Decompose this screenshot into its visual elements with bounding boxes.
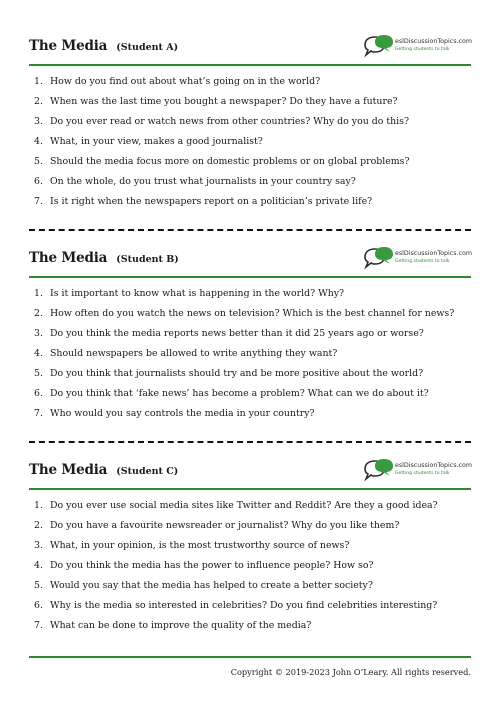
question-item <box>29 616 471 636</box>
question-item <box>29 284 471 304</box>
site-name: eslDiscussionTopics.com <box>395 250 472 257</box>
question-text: Do you have a favourite newsreader or journalist? Why do you like them? <box>50 520 400 531</box>
question-text: Should the media focus more on domestic problems or on global problems? <box>50 156 410 167</box>
question-text: Is it important to know what is happening in the world? Why? <box>50 288 345 299</box>
student-label: (Student B) <box>116 254 179 265</box>
question-text: Why is the media so interested in celebrities? Do you find celebrities interesting? <box>50 600 438 611</box>
section-student-a <box>29 32 471 212</box>
section-header <box>29 456 471 488</box>
question-item <box>29 404 471 424</box>
question-number: 3. <box>34 116 43 127</box>
question-text: What, in your opinion, is the most trustworthy source of news? <box>50 540 350 551</box>
question-item <box>29 384 471 404</box>
question-number: 1. <box>34 288 43 299</box>
question-text: Do you ever read or watch news from other countries? Why do you do this? <box>50 116 410 127</box>
question-list <box>29 496 471 636</box>
question-item <box>29 112 471 132</box>
question-item <box>29 596 471 616</box>
question-item <box>29 496 471 516</box>
question-text: When was the last time you bought a newspaper? Do they have a future? <box>50 96 398 107</box>
question-text: Is it right when the newspapers report on a politician’s private life? <box>50 196 373 207</box>
speech-bubbles-icon <box>363 458 395 482</box>
question-number: 6. <box>34 176 43 187</box>
footer-divider <box>29 656 471 658</box>
question-item <box>29 152 471 172</box>
site-logo <box>363 32 471 60</box>
question-number: 4. <box>34 348 43 359</box>
question-number: 2. <box>34 520 43 531</box>
question-item <box>29 304 471 324</box>
question-number: 1. <box>34 76 43 87</box>
site-logo <box>363 244 471 272</box>
question-text: Who would you say controls the media in your country? <box>50 408 315 419</box>
question-text: Do you think the media reports news better than it did 25 years ago or worse? <box>50 328 424 339</box>
question-item <box>29 364 471 384</box>
question-item <box>29 344 471 364</box>
question-list <box>29 72 471 212</box>
question-number: 6. <box>34 388 43 399</box>
question-text: Should newspapers be allowed to write anything they want? <box>50 348 338 359</box>
question-number: 2. <box>34 96 43 107</box>
question-number: 3. <box>34 540 43 551</box>
question-item <box>29 192 471 212</box>
question-text: Do you think that journalists should try and be more positive about the world? <box>50 368 424 379</box>
site-logo <box>363 456 471 484</box>
section-title <box>29 247 179 266</box>
question-item <box>29 172 471 192</box>
section-header <box>29 32 471 64</box>
question-number: 7. <box>34 408 43 419</box>
question-item <box>29 576 471 596</box>
site-name: eslDiscussionTopics.com <box>395 462 472 469</box>
speech-bubbles-icon <box>363 246 395 270</box>
copyright-notice: Copyright © 2019-2023 John O’Leary. All rights reserved. <box>230 667 471 677</box>
question-number: 1. <box>34 500 43 511</box>
question-number: 5. <box>34 580 43 591</box>
question-item <box>29 72 471 92</box>
site-tagline: Getting students to talk <box>395 259 450 264</box>
worksheet-title: The Media <box>29 462 108 478</box>
section-divider <box>29 276 471 278</box>
question-number: 6. <box>34 600 43 611</box>
question-text: Do you think the media has the power to influence people? How so? <box>50 560 374 571</box>
section-title <box>29 35 178 54</box>
worksheet-title: The Media <box>29 38 108 54</box>
question-item <box>29 556 471 576</box>
section-header <box>29 244 471 276</box>
question-number: 4. <box>34 136 43 147</box>
question-list <box>29 284 471 424</box>
question-number: 5. <box>34 368 43 379</box>
question-number: 2. <box>34 308 43 319</box>
question-item <box>29 132 471 152</box>
question-text: Do you ever use social media sites like Twitter and Reddit? Are they a good idea? <box>50 500 438 511</box>
question-number: 7. <box>34 196 43 207</box>
question-text: What can be done to improve the quality of the media? <box>50 620 312 631</box>
site-tagline: Getting students to talk <box>395 47 450 52</box>
cut-line <box>29 441 471 443</box>
question-text: On the whole, do you trust what journalists in your country say? <box>50 176 356 187</box>
question-number: 4. <box>34 560 43 571</box>
section-student-c <box>29 456 471 636</box>
worksheet-title: The Media <box>29 250 108 266</box>
question-text: How often do you watch the news on television? Which is the best channel for news? <box>50 308 455 319</box>
speech-bubbles-icon <box>363 34 395 58</box>
question-number: 7. <box>34 620 43 631</box>
section-divider <box>29 488 471 490</box>
cut-line <box>29 229 471 231</box>
question-item <box>29 516 471 536</box>
question-text: What, in your view, makes a good journalist? <box>50 136 263 147</box>
section-student-b <box>29 244 471 424</box>
section-title <box>29 459 178 478</box>
question-item <box>29 536 471 556</box>
question-item <box>29 92 471 112</box>
question-text: Do you think that ‘fake news’ has become a problem? What can we do about it? <box>50 388 429 399</box>
section-divider <box>29 64 471 66</box>
question-item <box>29 324 471 344</box>
question-number: 3. <box>34 328 43 339</box>
question-text: Would you say that the media has helped to create a better society? <box>50 580 373 591</box>
question-number: 5. <box>34 156 43 167</box>
student-label: (Student C) <box>116 466 179 477</box>
question-text: How do you find out about what’s going on in the world? <box>50 76 321 87</box>
site-name: eslDiscussionTopics.com <box>395 38 472 45</box>
student-label: (Student A) <box>116 42 179 53</box>
site-tagline: Getting students to talk <box>395 471 450 476</box>
